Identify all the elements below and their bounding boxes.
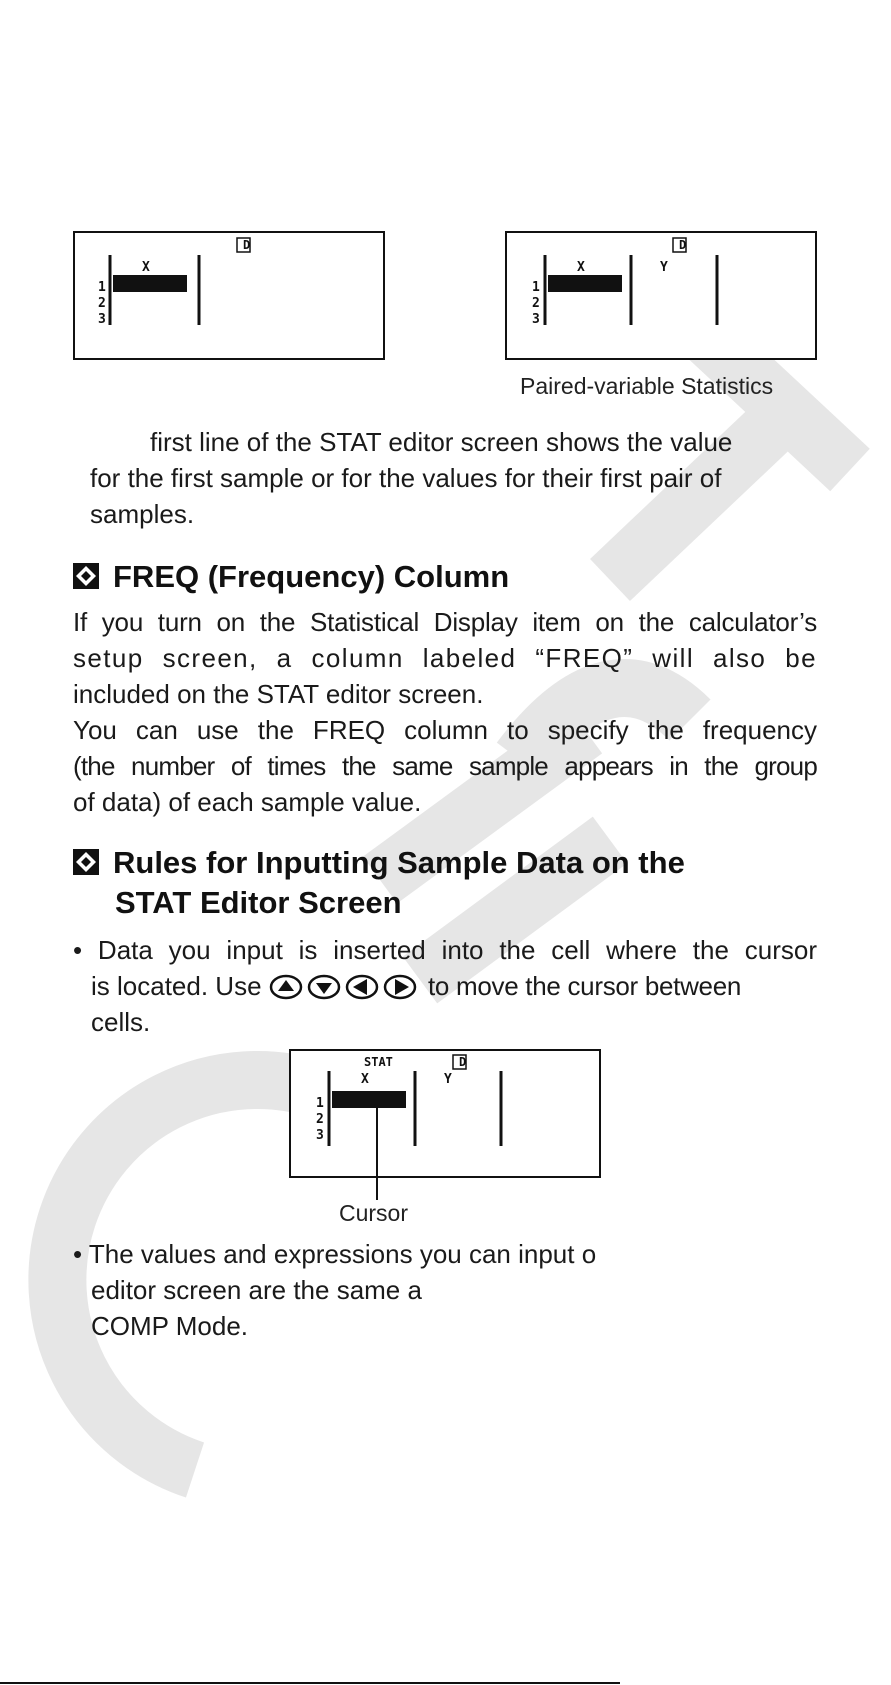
cursor-cell (548, 275, 622, 292)
column-header-y: Y (444, 1072, 452, 1087)
freq-heading-text: FREQ (Frequency) Column (113, 559, 510, 594)
indicator-d: D (679, 238, 687, 252)
freq-line: You can use the FREQ column to specify the frequency (73, 715, 817, 745)
cursor-pointer-line (370, 1100, 382, 1202)
row-label: 3 (98, 312, 106, 327)
bullet-line: cells. (91, 1007, 151, 1037)
freq-line: setup screen, a column labeled “FREQ” will also be (73, 643, 817, 673)
indicator-d: D (243, 238, 251, 252)
cursor-caption: Cursor (339, 1200, 409, 1226)
freq-paragraph-2 (73, 712, 817, 820)
row-label: 2 (532, 296, 540, 311)
bullet-line: • The values and expressions you can input o (73, 1239, 597, 1269)
freq-line: of data) of each sample value. (73, 787, 422, 817)
rules-bullet-2 (73, 1236, 817, 1344)
freq-paragraph-1 (73, 604, 817, 712)
row-label: 3 (316, 1128, 324, 1143)
column-header-x: X (361, 1072, 369, 1087)
down-arrow-key-icon (307, 974, 341, 1000)
stat-editor-single-variable-screen (73, 231, 385, 360)
intro-line: samples. (90, 499, 195, 529)
rules-heading-line2: STAT Editor Screen (115, 885, 402, 920)
bullet-text: is located. Use (91, 971, 262, 1001)
freq-line: (the number of times the same sample appears in the group (73, 751, 817, 781)
freq-heading (73, 557, 509, 597)
bottom-rule (0, 1682, 620, 1684)
column-header-x: X (577, 260, 585, 275)
bullet-line-2 (73, 968, 817, 1004)
row-label: 2 (98, 296, 106, 311)
row-label: 1 (316, 1096, 324, 1111)
bullet-line: • Data you input is inserted into the cell where the cursor (73, 935, 817, 965)
up-arrow-key-icon (269, 974, 303, 1000)
intro-paragraph (90, 424, 817, 532)
row-label: 2 (316, 1112, 324, 1127)
stat-editor-cursor-screen (289, 1049, 601, 1178)
diamond-heading-icon (73, 563, 99, 589)
stat-indicator: STAT (364, 1055, 393, 1069)
paired-caption: Paired-variable Statistics (520, 373, 774, 399)
right-arrow-key-icon (383, 974, 417, 1000)
intro-line: for the first sample or for the values for their first pair of (90, 463, 722, 493)
diamond-heading-icon (73, 849, 99, 875)
bullet-text: to move the cursor between (428, 971, 742, 1001)
stat-editor-paired-variable-screen (505, 231, 817, 360)
freq-line: If you turn on the Statistical Display item on the calculator’s (73, 607, 817, 637)
cursor-cell (113, 275, 187, 292)
row-label: 3 (532, 312, 540, 327)
rules-bullet-1 (73, 932, 817, 1040)
cursor-cell (332, 1091, 406, 1108)
bullet-line: editor screen are the same a (91, 1275, 422, 1305)
column-header-x: X (142, 260, 150, 275)
freq-line: included on the STAT editor screen. (73, 679, 484, 709)
left-arrow-key-icon (345, 974, 379, 1000)
bullet-line: COMP Mode. (91, 1311, 249, 1341)
rules-heading (73, 843, 685, 923)
column-header-y: Y (660, 260, 668, 275)
intro-line: first line of the STAT editor screen shows the value (150, 427, 733, 457)
row-label: 1 (98, 280, 106, 295)
row-label: 1 (532, 280, 540, 295)
indicator-d: D (459, 1055, 467, 1069)
rules-heading-line1: Rules for Inputting Sample Data on the (113, 845, 685, 880)
